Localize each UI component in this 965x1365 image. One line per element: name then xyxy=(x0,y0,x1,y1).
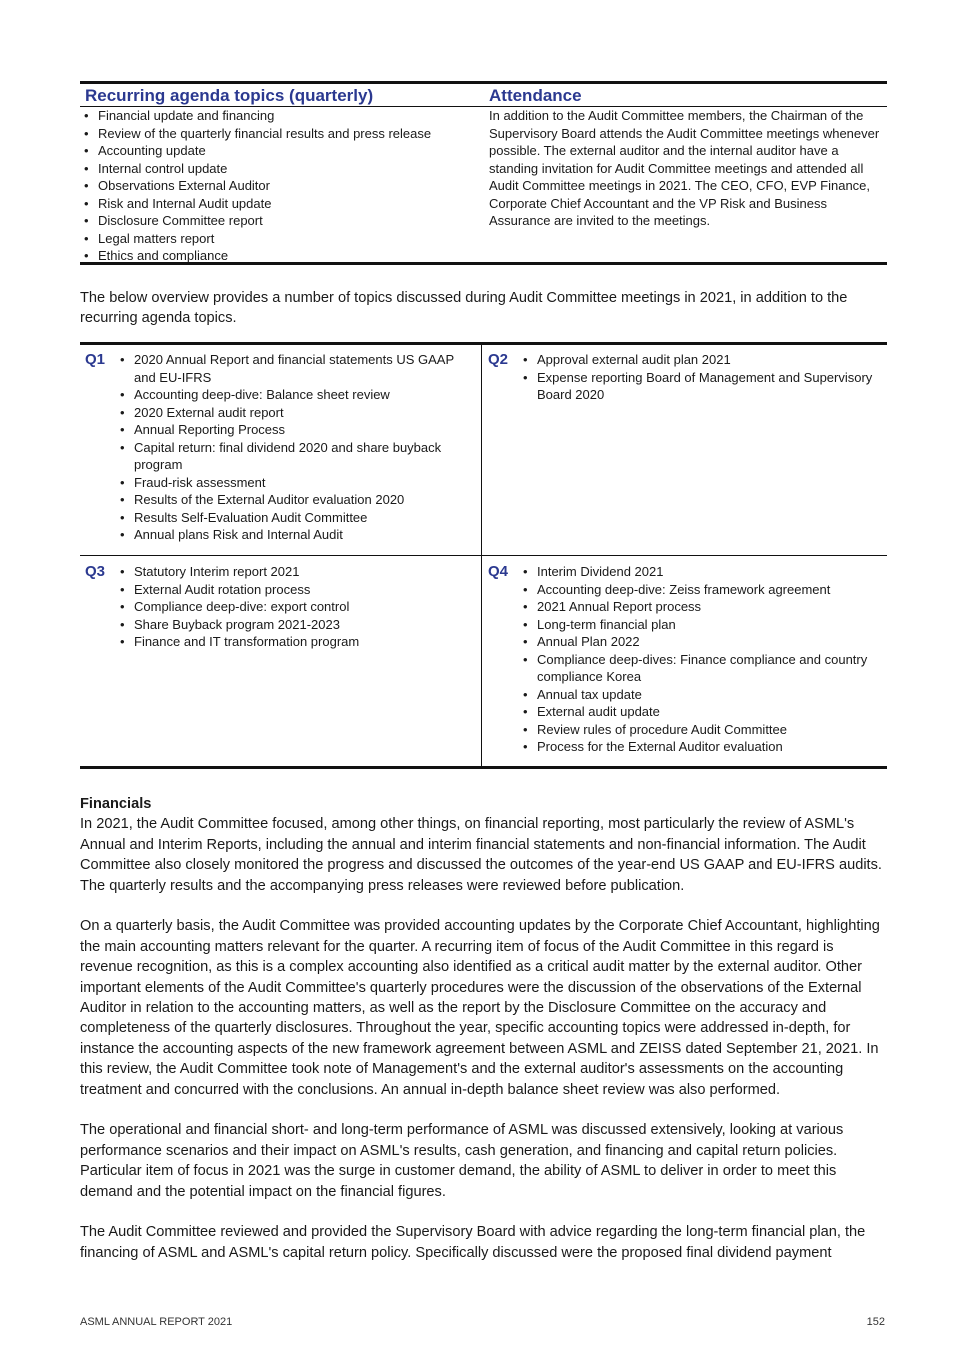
list-item: • Fraud-risk assessment xyxy=(116,474,476,492)
paragraph: In 2021, the Audit Committee focused, among other things, on financial reporting, most particularly the review of ASML's Annual and Interim Reports, including the annual and interim financial statements and non-financial information. The Audit Committee also closely monitored the progress and discussed the outcomes of the year-end US GAAP and EU-IFRS audits. The quarterly results and the accompanying press releases were reviewed before publication. xyxy=(80,816,882,894)
list-item: • Internal control update xyxy=(80,160,480,178)
list-item: • Review rules of procedure Audit Committee xyxy=(519,721,879,739)
list-item: • Review of the quarterly financial results and press release xyxy=(80,125,480,143)
list-item: • Accounting deep-dive: Balance sheet review xyxy=(116,386,476,404)
list-item: • Results of the External Auditor evaluation 2020 xyxy=(116,491,476,509)
page-number: 152 xyxy=(866,1316,885,1328)
paragraph: The Audit Committee reviewed and provided the Supervisory Board with advice regarding the long-term financial plan, the financing of ASML and ASML's capital return policy. Specifically discussed were the proposed final dividend payment xyxy=(80,1224,866,1261)
paragraph: On a quarterly basis, the Audit Committee was provided accounting updates by the Corporate Chief Accountant, highlighting the main accounting matters relevant for the quarter. A recurring item of focus of the Audit Committee in this regard is revenue recognition, as this is a complex accounting also identified as a critical audit matter by the external auditor. Other important elements of the Audit Committee's quarterly procedures were the discussion of the observations of the External Auditor in relation to the accounting matters, as well as the report by the Disclosure Committee on the accuracy and completeness of the quarterly disclosures. Throughout the year, specific accounting topics were addressed in-depth, for instance the accounting aspects of the new framework agreement between ASML and ZEISS dated September 21, 2021. In this review, the Audit Committee took note of Management's and the external auditor's assessments on the accounting treatment and concurred with the conclusions. An annual in-depth balance sheet review was also performed. xyxy=(80,918,880,1098)
list-item: • External audit update xyxy=(519,703,879,721)
list-item: • Financial update and financing xyxy=(80,107,480,125)
list-item: • Legal matters report xyxy=(80,230,480,248)
list-item: • Annual plans Risk and Internal Audit xyxy=(116,526,476,544)
intro-paragraph: The below overview provides a number of topics discussed during Audit Committee meetings in 2021, in addition to the recurring agenda topics. xyxy=(80,290,848,327)
list-item: • Ethics and compliance xyxy=(80,247,480,265)
list-item: • Interim Dividend 2021 xyxy=(519,563,879,581)
footer-title: ASML ANNUAL REPORT 2021 xyxy=(80,1316,233,1328)
list-item: • Process for the External Auditor evaluation xyxy=(519,738,879,756)
attendance-text: In addition to the Audit Committee members, the Chairman of the Supervisory Board attends the Audit Committee meetings whenever possible. The external auditor and the internal auditor have a standing invitation for Audit Committee meetings and attended all Audit Committee meetings in 2021. The CEO, CFO, EVP Finance, Corporate Chief Accountant and the VP Risk and Business Assurance are invited to the meetings. xyxy=(489,108,880,228)
list-item: • 2020 Annual Report and financial statements US GAAP and EU-IFRS xyxy=(116,351,476,386)
recurring-topics-list xyxy=(80,107,480,265)
paragraph: The operational and financial short- and long-term performance of ASML was discussed extensively, looking at various performance scenarios and their impact on ASML's results, cash generation, and financing and capital return policies. Particular item of focus in 2021 was the surge in customer demand, the ability of ASML to deliver in order to meet this demand and the potential impact on the financial figures. xyxy=(80,1122,844,1200)
list-item: • Approval external audit plan 2021 xyxy=(519,351,879,369)
quarter-label: Q4 xyxy=(488,563,509,580)
list-item: • Accounting deep-dive: Zeiss framework agreement xyxy=(519,581,879,599)
recurring-agenda-table xyxy=(80,81,887,265)
list-item: • External Audit rotation process xyxy=(116,581,476,599)
list-item: • Annual tax update xyxy=(519,686,879,704)
list-item: • Long-term financial plan xyxy=(519,616,879,634)
list-item: • Compliance deep-dives: Finance compliance and country compliance Korea xyxy=(519,651,879,686)
financials-section xyxy=(80,794,887,1263)
list-item: • Annual Reporting Process xyxy=(116,421,476,439)
financials-heading: Financials xyxy=(80,796,152,812)
list-item: • Compliance deep-dive: export control xyxy=(116,598,476,616)
list-item: • Finance and IT transformation program xyxy=(116,633,476,651)
recurring-topics-heading: Recurring agenda topics (quarterly) xyxy=(85,86,374,105)
list-item: • Capital return: final dividend 2020 and share buyback program xyxy=(116,439,476,474)
attendance-heading: Attendance xyxy=(489,86,582,105)
list-item: • Expense reporting Board of Management and Supervisory Board 2020 xyxy=(519,369,879,404)
list-item: • Annual Plan 2022 xyxy=(519,633,879,651)
divider xyxy=(481,345,482,766)
quarter-label: Q3 xyxy=(85,563,106,580)
quarterly-topics-table xyxy=(80,342,887,769)
list-item: • Statutory Interim report 2021 xyxy=(116,563,476,581)
list-item: • Share Buyback program 2021-2023 xyxy=(116,616,476,634)
list-item: • Observations External Auditor xyxy=(80,177,480,195)
quarter-label: Q2 xyxy=(488,351,509,368)
quarter-label: Q1 xyxy=(85,351,106,368)
list-item: • 2020 External audit report xyxy=(116,404,476,422)
list-item: • 2021 Annual Report process xyxy=(519,598,879,616)
list-item: • Accounting update xyxy=(80,142,480,160)
divider xyxy=(80,555,887,556)
list-item: • Risk and Internal Audit update xyxy=(80,195,480,213)
list-item: • Disclosure Committee report xyxy=(80,212,480,230)
list-item: • Results Self-Evaluation Audit Committee xyxy=(116,509,476,527)
